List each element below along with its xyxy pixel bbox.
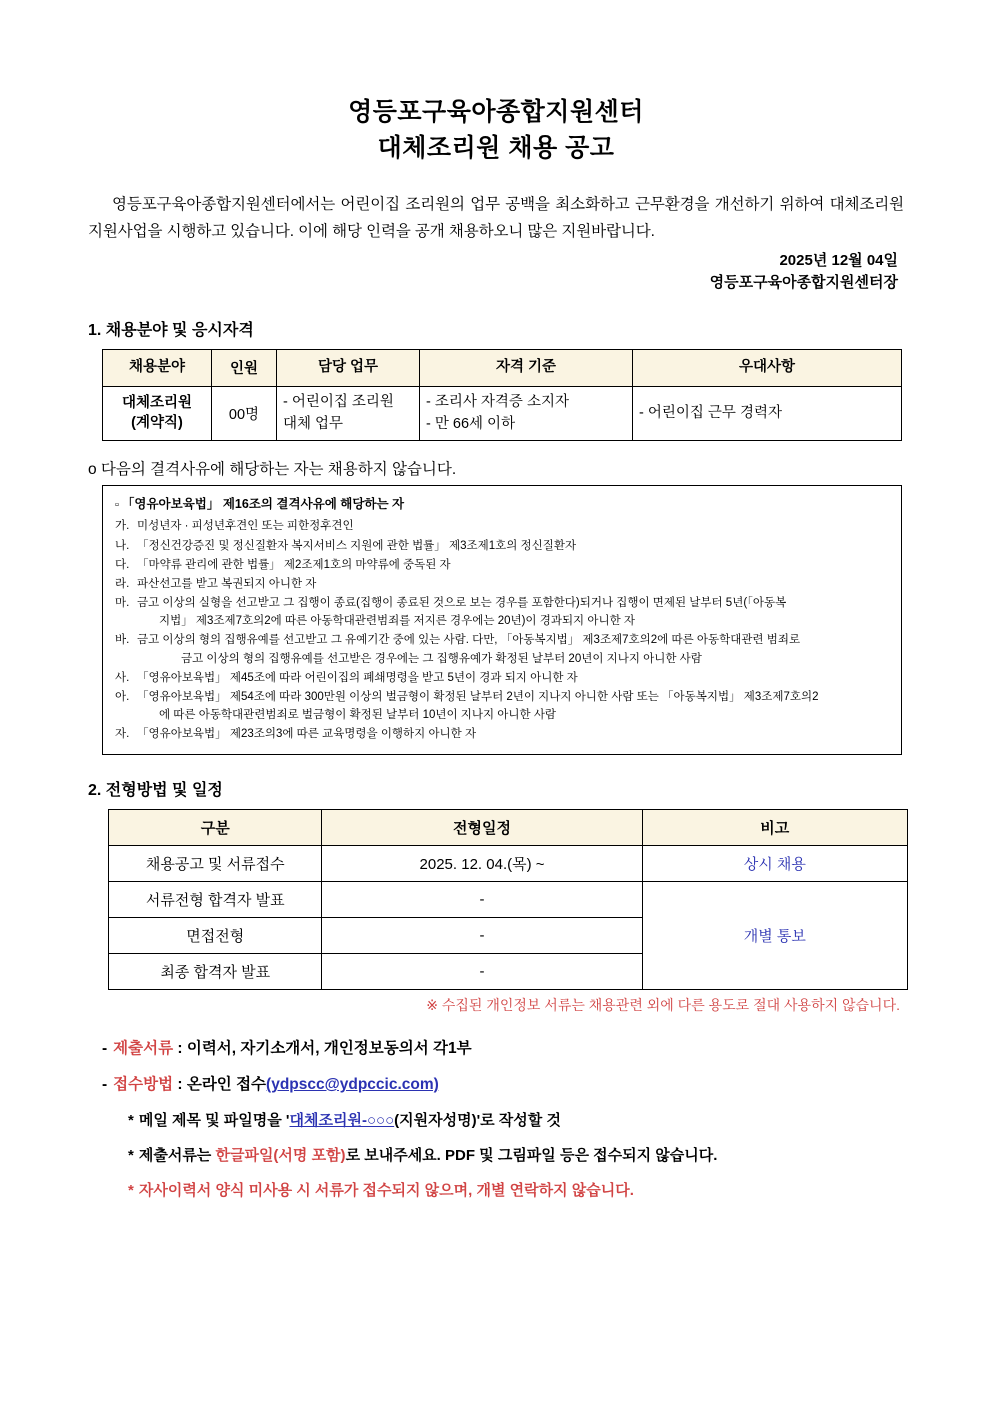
th-field: 채용분야 bbox=[103, 349, 212, 386]
section2-heading: 2. 전형방법 및 일정 bbox=[88, 782, 223, 800]
submission-method-value: : 온라인 접수 bbox=[173, 1076, 267, 1094]
list-item bbox=[115, 688, 889, 724]
item-text: 「정신건강증진 및 정신질환자 복지서비스 지원에 관한 법률」 제3조제1호의 정신질환자 bbox=[137, 539, 577, 552]
issue-block bbox=[88, 250, 904, 295]
item-text-line-2: 지법」 제3조제7호의2에 따른 아동학대관련범죄를 저지른 경우에는 20년)이 경과되지 아니한 자 bbox=[159, 615, 635, 628]
list-item bbox=[115, 517, 889, 535]
bullet3-text: 자사이력서 양식 미사용 시 서류가 접수되지 않으며, 개별 연락하지 않습니다. bbox=[138, 1181, 634, 1199]
submission-docs-label: 제출서류 bbox=[113, 1040, 174, 1058]
item-text: 「마약류 관리에 관한 법률」 제2조제1호의 마약류에 중독된 자 bbox=[137, 558, 451, 571]
item-text-line-2: 에 따른 아동학대관련범죄로 벌금형이 확정된 날부터 10년이 지나지 아니한 사람 bbox=[159, 709, 557, 721]
th-note: 비고 bbox=[642, 810, 907, 846]
submission-section bbox=[102, 1037, 904, 1203]
item-text-line-1: 금고 이상의 실형을 선고받고 그 집행이 종료(집행이 종료된 것으로 보는 경우를 포함한다)되거나 집행이 면제된 날부터 5년(「아동복 bbox=[137, 597, 787, 610]
recruitment-table bbox=[102, 349, 902, 442]
item-text: 「영유아보육법」 제45조에 따라 어린이집의 폐쇄명령을 받고 5년이 경과 되지 아니한 자 bbox=[137, 671, 578, 684]
submission-method-label: 접수방법 bbox=[113, 1076, 174, 1094]
title-line-2: 대체조리원 채용 공고 bbox=[377, 133, 615, 162]
th-qualification: 자격 기준 bbox=[420, 349, 633, 386]
disqualification-box-title bbox=[115, 494, 889, 512]
bullet2-post: 로 보내주세요. PDF 및 그림파일 등은 접수되지 않습니다. bbox=[345, 1146, 718, 1164]
item-text bbox=[137, 688, 889, 724]
bullet2-highlight: 한글파일(서명 포함) bbox=[215, 1146, 346, 1164]
item-text: 미성년자 · 피성년후견인 또는 피한정후견인 bbox=[137, 520, 354, 533]
page-title bbox=[88, 95, 904, 166]
asterisk-icon: * bbox=[128, 1181, 134, 1199]
submission-docs-value: : 이력서, 자기소개서, 개인정보동의서 각1부 bbox=[173, 1040, 472, 1058]
item-text-line-2: 금고 이상의 형의 집행유예를 선고받은 경우에는 그 집행유예가 확정된 날부터 20년이 지나지 아니한 사람 bbox=[181, 652, 702, 665]
item-marker: 가. bbox=[115, 520, 130, 533]
th-duty: 담당 업무 bbox=[277, 349, 420, 386]
list-item bbox=[115, 669, 889, 687]
item-text bbox=[137, 594, 889, 630]
asterisk-icon: * bbox=[128, 1146, 134, 1164]
item-marker: 나. bbox=[115, 539, 130, 552]
table-row bbox=[109, 882, 908, 918]
cell-field bbox=[103, 386, 212, 441]
table-header-row bbox=[103, 349, 902, 386]
th-step: 구분 bbox=[109, 810, 322, 846]
table-row bbox=[109, 846, 908, 882]
dash-bullet-icon: - bbox=[102, 1040, 108, 1058]
issuer-name: 영등포구육아종합지원센터장 bbox=[709, 274, 898, 292]
dash-bullet-icon: - bbox=[102, 1076, 108, 1094]
item-text: 「영유아보육법」 제23조의3에 따른 교육명령을 이행하지 아니한 자 bbox=[137, 728, 477, 741]
cell-note-merged: 개별 통보 bbox=[642, 882, 907, 990]
privacy-note: ※ 수집된 개인정보 서류는 채용관련 외에 다른 용도로 절대 사용하지 않습니다. bbox=[426, 997, 900, 1014]
item-marker: 마. bbox=[115, 597, 130, 610]
submission-bullet-1 bbox=[128, 1109, 904, 1133]
th-preference: 우대사항 bbox=[633, 349, 902, 386]
item-text bbox=[137, 631, 889, 667]
disqualification-box bbox=[102, 485, 902, 755]
item-marker: 바. bbox=[115, 634, 130, 647]
schedule-table bbox=[108, 809, 908, 990]
table-header-row bbox=[109, 810, 908, 846]
list-item bbox=[115, 575, 889, 593]
submission-email-link[interactable]: (ydpscc@ydpccic.com) bbox=[266, 1076, 439, 1094]
cell-date: - bbox=[322, 882, 642, 918]
cell-note: 상시 채용 bbox=[642, 846, 907, 882]
item-marker: 자. bbox=[115, 728, 130, 741]
bullet1-post: (지원자성명)'로 작성할 것 bbox=[394, 1111, 561, 1129]
qual-line-1: - 조리사 자격증 소지자 bbox=[426, 393, 569, 410]
submission-method-row bbox=[102, 1073, 904, 1098]
item-marker: 아. bbox=[115, 690, 130, 703]
cell-duty bbox=[277, 386, 420, 441]
cell-count: 00명 bbox=[212, 386, 277, 441]
cell-step: 면접전형 bbox=[109, 918, 322, 954]
cell-step: 채용공고 및 서류접수 bbox=[109, 846, 322, 882]
field-line-1: 대체조리원 bbox=[121, 395, 193, 412]
cell-date: - bbox=[322, 918, 642, 954]
list-item bbox=[115, 594, 889, 630]
disqualification-lead: o 다음의 결격사유에 해당하는 자는 채용하지 않습니다. bbox=[88, 461, 457, 479]
item-text-line-1: 금고 이상의 형의 집행유예를 선고받고 그 유예기간 중에 있는 사람. 다만, 「아동복지법」 제3조제7호의2에 따른 아동학대관련 범죄로 bbox=[137, 634, 801, 647]
cell-date: - bbox=[322, 954, 642, 990]
square-bullet-icon: ▫ bbox=[115, 499, 119, 512]
section1-heading: 1. 채용분야 및 응시자격 bbox=[88, 321, 254, 339]
cell-qualification bbox=[420, 386, 633, 441]
th-count: 인원 bbox=[212, 349, 277, 386]
cell-preference: - 어린이집 근무 경력자 bbox=[633, 386, 902, 441]
table-row bbox=[103, 386, 902, 441]
th-schedule: 전형일정 bbox=[322, 810, 642, 846]
bullet1-highlight: 대체조리원-○○○ bbox=[289, 1111, 395, 1129]
list-item bbox=[115, 537, 889, 555]
item-marker: 라. bbox=[115, 577, 130, 590]
cell-step: 서류전형 합격자 발표 bbox=[109, 882, 322, 918]
item-marker: 다. bbox=[115, 558, 130, 571]
qual-line-2: - 만 66세 이하 bbox=[426, 415, 516, 432]
field-line-2: (계약직) bbox=[131, 414, 183, 431]
disqualification-title-text: 「영유아보육법」 제16조의 결격사유에 해당하는 자 bbox=[121, 497, 405, 512]
list-item bbox=[115, 631, 889, 667]
bullet1-pre: 메일 제목 및 파일명을 ' bbox=[138, 1111, 290, 1129]
asterisk-icon: * bbox=[128, 1111, 134, 1129]
list-item bbox=[115, 556, 889, 574]
intro-paragraph: 영등포구육아종합지원센터에서는 어린이집 조리원의 업무 공백을 최소화하고 근무환경을 개선하기 위하여 대체조리원 지원사업을 시행하고 있습니다. 이에 해당 인력을 공개 채용하오니 많은 지원바랍니다. bbox=[88, 196, 904, 240]
item-text-line-1: 「영유아보육법」 제54조에 따라 300만원 이상의 벌금형이 확정된 날부터 2년이 지나지 아니한 사람 또는 「아동복지법」 제3조제7호의2 bbox=[137, 690, 819, 703]
title-line-1: 영등포구육아종합지원센터 bbox=[348, 98, 644, 126]
bullet2-pre: 제출서류는 bbox=[138, 1146, 216, 1164]
submission-bullet-3 bbox=[128, 1179, 904, 1203]
duty-line-1: - 어린이집 조리원 bbox=[283, 393, 394, 410]
submission-bullet-2 bbox=[128, 1144, 904, 1168]
issue-date: 2025년 12월 04일 bbox=[779, 251, 898, 269]
cell-date: 2025. 12. 04.(목) ~ bbox=[322, 846, 642, 882]
submission-docs-row bbox=[102, 1037, 904, 1062]
item-marker: 사. bbox=[115, 671, 130, 684]
item-text: 파산선고를 받고 복권되지 아니한 자 bbox=[137, 577, 317, 590]
list-item bbox=[115, 725, 889, 743]
duty-line-2: 대체 업무 bbox=[283, 415, 344, 432]
cell-step: 최종 합격자 발표 bbox=[109, 954, 322, 990]
